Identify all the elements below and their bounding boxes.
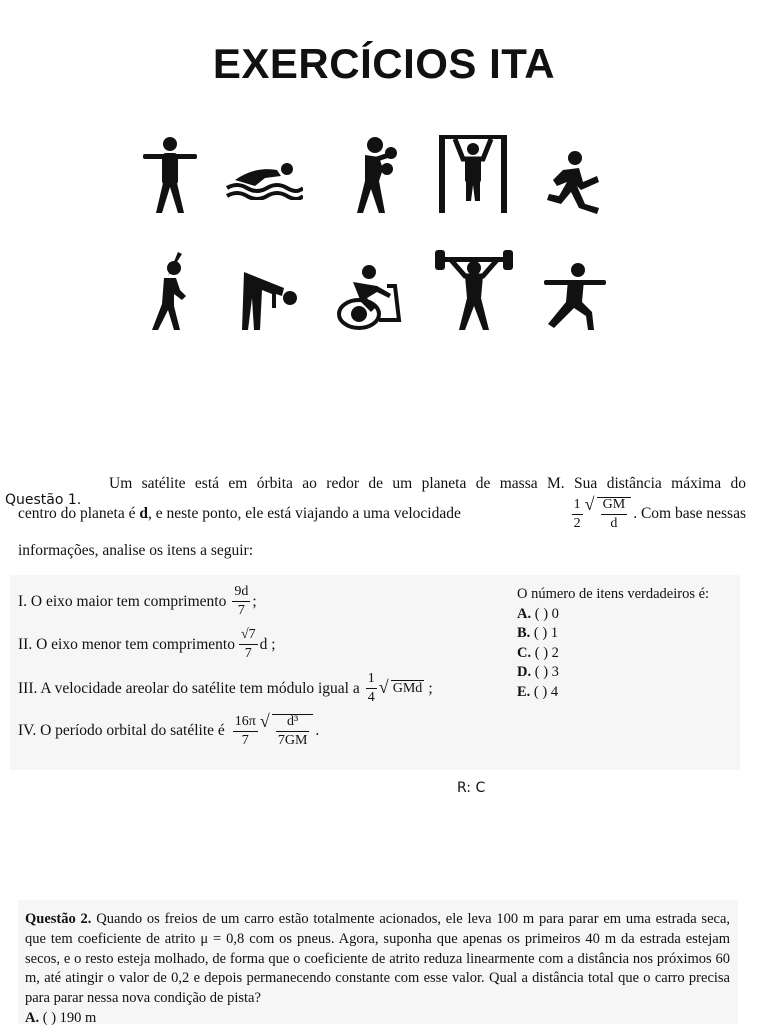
option-a[interactable]: A. ( ) 0 <box>517 605 559 622</box>
q1-item-2: II. O eixo menor tem comprimento $\frac{√7}{7}$ d ; <box>18 627 276 661</box>
q1-line-3: informações, analise os itens a seguir: <box>18 542 254 559</box>
q1-line-2 <box>18 497 746 531</box>
question-2-text: Quando os freios de um carro estão totalmente acionados, ele leva 100 m para parar em uma estrada seca, que tem coeficiente de atrito μ = 0,8 com os pneus. Agora, suponha que apenas os primeiros 40 m da estrada estejam secos, e o resto esteja molhado, de forma que o coeficiente de atrito reduza linearmente com a distância nos próximos 60 m, até atingir o valor de 0,2 e depois permanecendo constante com esse valor. Qual a distância total que o carro precisa para parar nessa nova condição de pista? <box>25 911 731 1007</box>
standing-person-icon <box>140 135 200 215</box>
sports-icons-grid <box>0 0 768 360</box>
velocity-fraction: $\frac{1}{2}$ <box>573 496 581 531</box>
q1-line-2-start: centro do planeta é d, e neste ponto, ele está viajando a uma velocidade <box>18 505 461 522</box>
option-d[interactable]: D. ( ) 3 <box>517 664 559 680</box>
option-c[interactable]: C. ( ) 2 <box>517 644 559 661</box>
question-2-label: Questão 2. <box>25 911 92 927</box>
options-title: O número de itens verdadeiros é: <box>517 586 710 602</box>
option-b[interactable]: B. ( ) 1 <box>517 625 559 641</box>
option-e[interactable]: E. ( ) 4 <box>517 683 559 700</box>
question-1-label: Questão 1. <box>5 492 82 508</box>
boxer-icon <box>345 135 405 215</box>
q1-answer: R: C <box>457 780 486 796</box>
cyclist-icon <box>333 262 409 332</box>
page-title: EXERCÍCIOS ITA <box>212 40 556 87</box>
stretching-person-icon <box>148 250 190 332</box>
swimmer-icon <box>225 160 303 200</box>
q1-line-1: Um satélite está em órbita ao redor de um planeta de massa M. Sua distância máxima do <box>109 475 746 492</box>
velocity-formula: $\frac{1}{2}$ √ $\frac{GM}{d}$ . Com base nessas <box>570 497 746 531</box>
q1-options <box>517 585 709 702</box>
runner-icon <box>543 148 603 214</box>
velocity-sqrt: √ $\frac{GM}{d}$ <box>597 497 632 531</box>
question-2 <box>25 910 730 1029</box>
weightlifter-icon <box>433 246 515 332</box>
q1-item-4: IV. O período orbital do satélite é $\frac{16\pi}{7}$ √ $\frac{\text{d³}}{7GM}$ . <box>18 714 319 748</box>
pull-up-icon <box>437 133 509 215</box>
q1-item-3: III. A velocidade areolar do satélite tem módulo igual a $\frac{1}{4}$ √ GMd ; <box>18 672 433 705</box>
q1-item-1: I. O eixo maior tem comprimento $\frac{9d}{7}$ ; <box>18 584 257 618</box>
lunging-person-icon <box>540 262 608 332</box>
bending-person-icon <box>242 268 300 332</box>
q2-option-a[interactable]: A. ( ) 190 m <box>25 1009 97 1026</box>
